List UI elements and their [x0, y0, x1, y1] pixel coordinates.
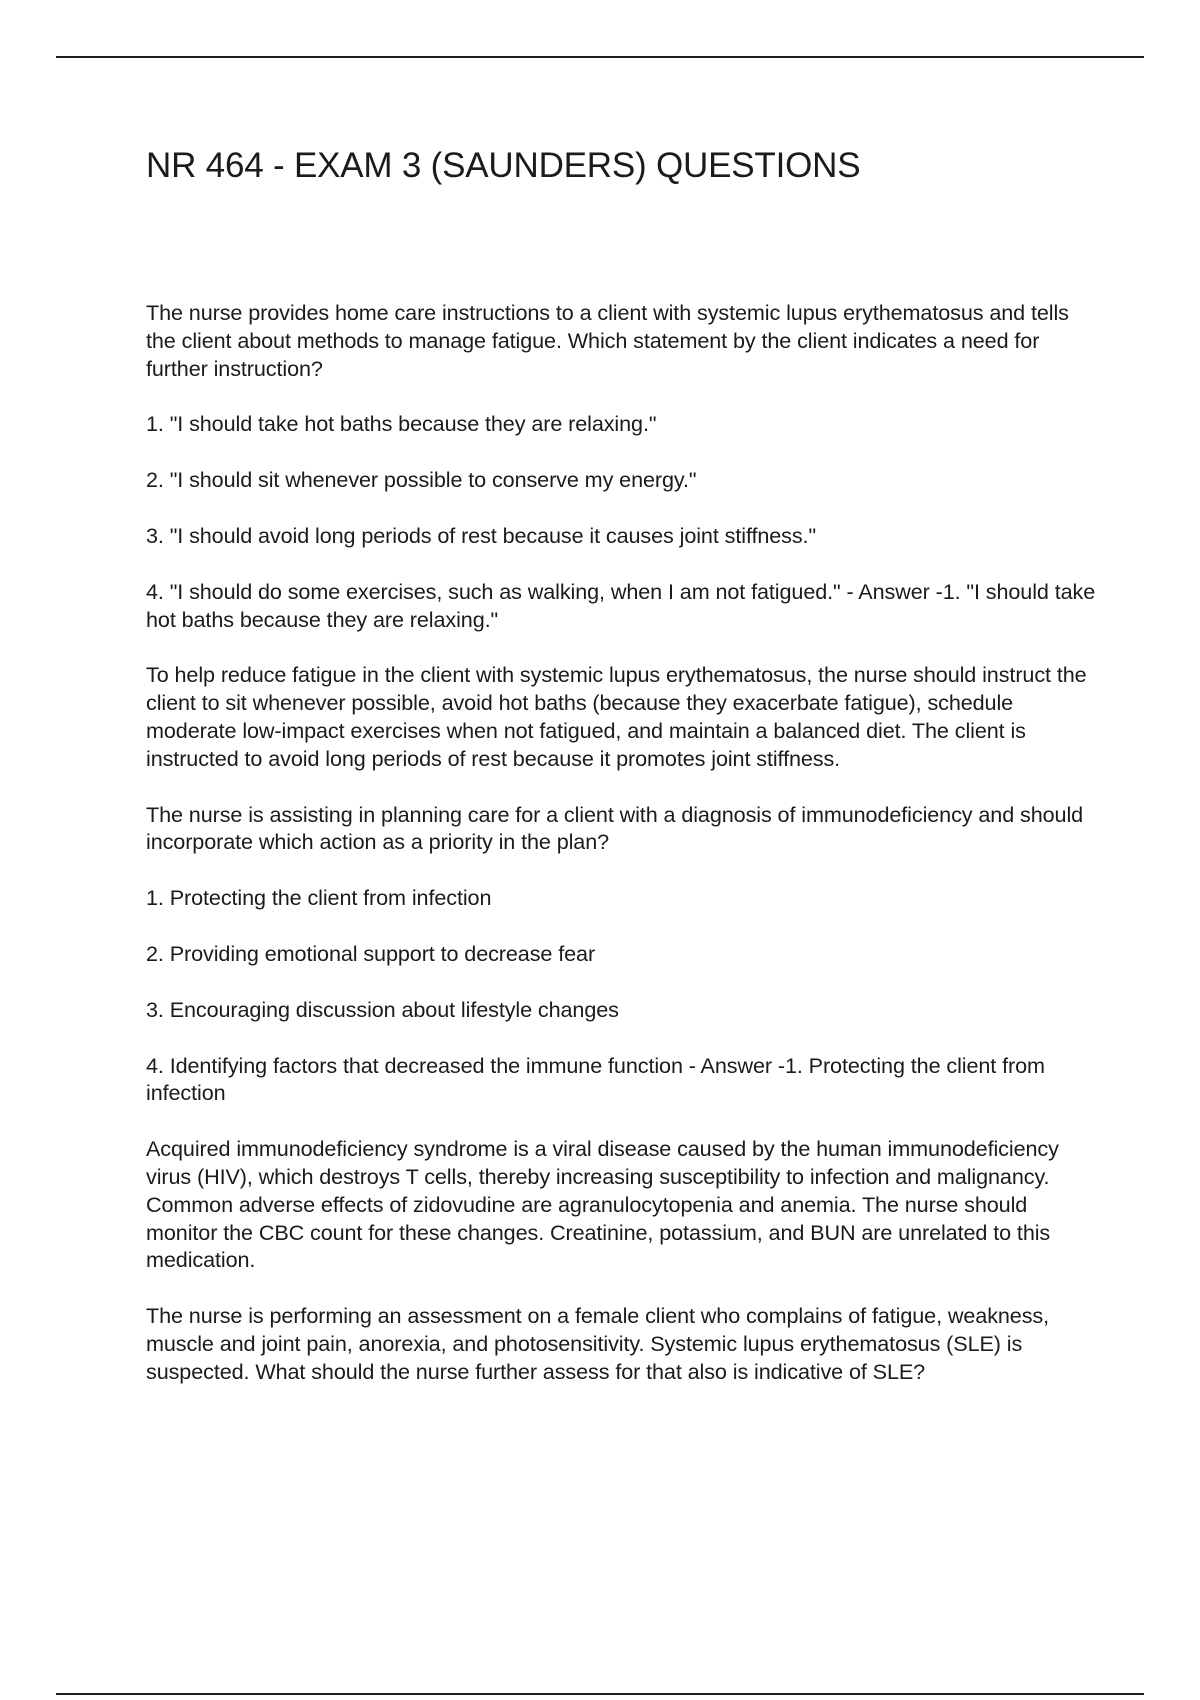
question-2-option-1: 1. Protecting the client from infection: [146, 885, 492, 911]
top-rule: [56, 56, 1144, 58]
question-2-stem: The nurse is assisting in planning care for a client with a diagnosis of immunodeficiency and should incorporate which action as a priority in the plan?: [146, 801, 1084, 855]
bottom-rule: [56, 1693, 1144, 1695]
page-content: [146, 142, 1096, 1414]
question-1-rationale: To help reduce fatigue in the client with systemic lupus erythematosus, the nurse should instruct the client to sit whenever possible, avoid hot baths (because they exacerbate fatigue), schedule moderate low-impact exercises when not fatigued, and maintain a balanced diet. The client is instructed to avoid long periods of rest because it promotes joint stiffness.: [146, 662, 1087, 771]
question-1-stem: The nurse provides home care instructions to a client with systemic lupus erythematosus and tells the client about methods to manage fatigue. Which statement by the client indicates a need for further instruction?: [146, 300, 1069, 381]
question-2-rationale: Acquired immunodeficiency syndrome is a viral disease caused by the human immunodeficiency virus (HIV), which destroys T cells, thereby increasing susceptibility to infection and malignancy. Common adverse effects of zidovudine are agranulocytopenia and anemia. The nurse should monitor the CBC count for these changes. Creatinine, potassium, and BUN are unrelated to this medication.: [146, 1136, 1059, 1273]
question-1-option-1: 1. "I should take hot baths because they are relaxing.": [146, 411, 657, 437]
question-1-option-3: 3. "I should avoid long periods of rest because it causes joint stiffness.": [146, 522, 817, 548]
question-3-stem: The nurse is performing an assessment on a female client who complains of fatigue, weakness, muscle and joint pain, anorexia, and photosensitivity. Systemic lupus erythematosus (SLE) is suspected. What should the nurse further assess for that also is indicative of SLE?: [146, 1303, 1049, 1384]
page-title: NR 464 - EXAM 3 (SAUNDERS) QUESTIONS: [146, 146, 861, 185]
question-2-option-2: 2. Providing emotional support to decrease fear: [146, 940, 596, 966]
question-2-option-3: 3. Encouraging discussion about lifestyle changes: [146, 996, 619, 1022]
question-2-option-4-answer: 4. Identifying factors that decreased the immune function - Answer -1. Protecting the client from infection: [146, 1052, 1045, 1106]
question-1-option-4-answer: 4. "I should do some exercises, such as walking, when I am not fatigued." - Answer -1. "I should take hot baths because they are relaxing.": [146, 578, 1096, 632]
question-1-option-2: 2. "I should sit whenever possible to conserve my energy.": [146, 467, 697, 493]
